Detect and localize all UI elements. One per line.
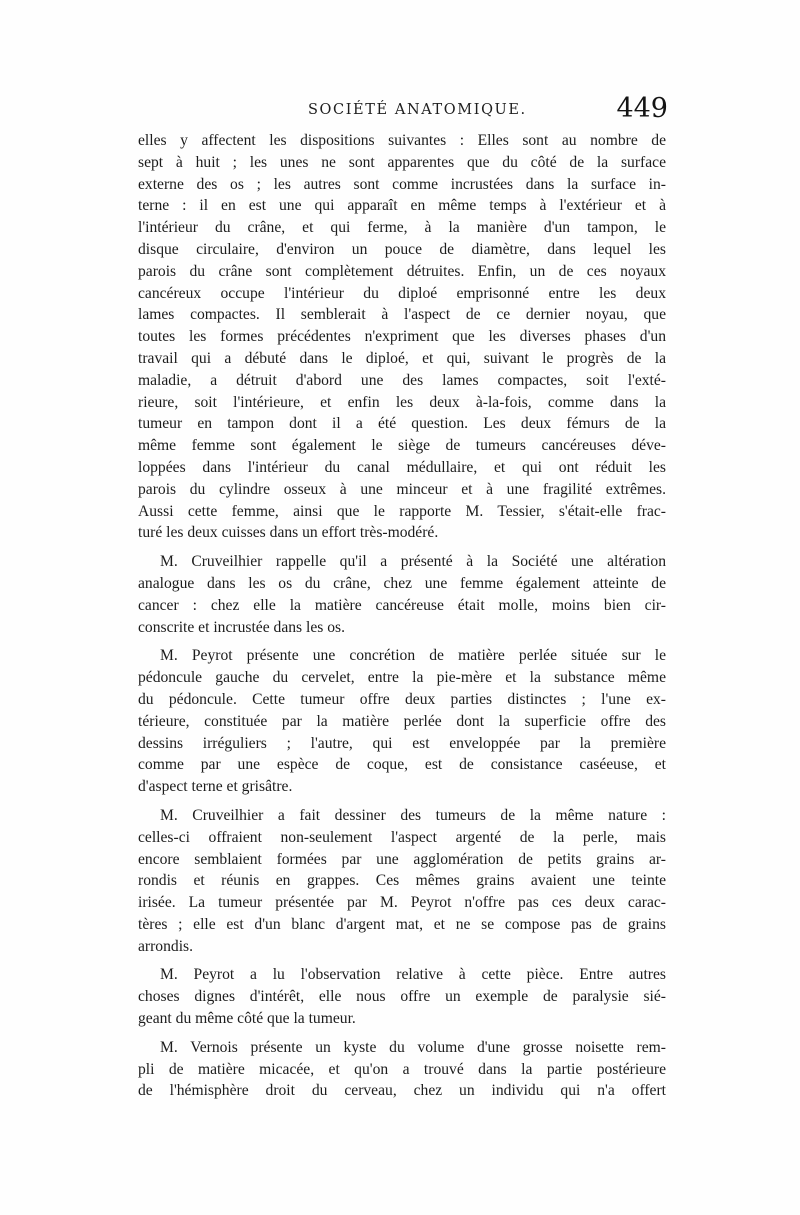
paragraph — [138, 645, 666, 798]
text-line: térieure, constituée par la matière perlée dont la superficie offre des — [138, 712, 666, 730]
text-line: elles y affectent les dispositions suivantes : Elles sont au nombre de — [138, 132, 666, 149]
text-line: encore semblaient formées par une agglomération de petits grains ar- — [138, 850, 666, 868]
text-line: turé les deux cuisses dans un effort très-modéré. — [138, 524, 439, 542]
text-line: sept à huit ; les unes ne sont apparentes que du côté de la surface — [138, 153, 666, 171]
text-line: externe des os ; les autres sont comme incrustées dans la surface in- — [138, 175, 666, 193]
text-line: M. Peyrot a lu l'observation relative à cette pièce. Entre autres — [160, 966, 666, 984]
text-line: parois du crâne sont complètement détruites. Enfin, un de ces noyaux — [138, 262, 666, 280]
text-line: tères ; elle est d'un blanc d'argent mat, et ne se compose pas de grains — [138, 915, 666, 933]
paragraph-gap — [138, 638, 666, 645]
paragraph — [138, 130, 666, 544]
text-line: d'aspect terne et grisâtre. — [138, 778, 293, 796]
text-line: rieure, soit l'intérieure, et enfin les deux à-la-fois, comme dans la — [138, 393, 666, 411]
text-line: pli de matière micacée, et qu'on a trouvé dans la partie postérieure — [138, 1060, 666, 1078]
text-line: cancer : chez elle la matière cancéreuse était molle, moins bien cir- — [138, 596, 666, 614]
paragraph-gap — [138, 798, 666, 805]
text-line: celles-ci offraient non-seulement l'aspect argenté de la perle, mais — [138, 828, 666, 846]
text-line: du pédoncule. Cette tumeur offre deux parties distinctes ; l'une ex- — [138, 690, 666, 708]
paragraph — [138, 1037, 666, 1102]
text-line: tumeur en tampon dont il a été question. Les deux fémurs de la — [138, 415, 666, 433]
text-line: loppées dans l'intérieur du canal médullaire, et qui ont réduit les — [138, 458, 666, 476]
text-line: Aussi cette femme, ainsi que le rapporte M. Tessier, s'était-elle frac- — [138, 502, 666, 520]
text-line: terne : il en est une qui apparaît en même temps à l'extérieur et à — [138, 197, 666, 215]
text-line: travail qui a débuté dans le diploé, et qui, suivant le progrès de la — [138, 349, 666, 367]
text-line: M. Peyrot présente une concrétion de matière perlée située sur le — [160, 647, 666, 665]
text-line: parois du cylindre osseux à une minceur et à une fragilité extrêmes. — [138, 480, 666, 498]
text-line: cancéreux occupe l'intérieur du diploé emprisonné entre les deux — [138, 284, 666, 302]
text-line: irisée. La tumeur présentée par M. Peyrot n'offre pas ces deux carac- — [138, 894, 666, 912]
text-line: comme par une espèce de coque, est de consistance caséeuse, et — [138, 756, 666, 774]
text-line: maladie, a détruit d'abord une des lames compactes, soit l'exté- — [138, 371, 666, 389]
text-line: M. Cruveilhier a fait dessiner des tumeurs de la même nature : — [160, 806, 666, 824]
text-line: M. Vernois présente un kyste du volume d'une grosse noisette rem- — [160, 1038, 666, 1056]
text-line: analogue dans les os du crâne, chez une femme également atteinte de — [138, 574, 666, 592]
paragraph-gap — [138, 544, 666, 551]
body-text — [138, 130, 666, 1102]
text-line: disque circulaire, d'environ un pouce de diamètre, dans lequel les — [138, 240, 666, 258]
paragraph — [138, 551, 666, 638]
text-line: toutes les formes précédentes n'expriment que les diverses phases d'un — [138, 328, 666, 346]
text-line: rondis et réunis en grappes. Ces mêmes grains avaient une teinte — [138, 872, 666, 890]
paragraph-gap — [138, 957, 666, 964]
paragraph-gap — [138, 1030, 666, 1037]
page-header — [290, 93, 680, 128]
text-line: geant du même côté que la tumeur. — [138, 1010, 356, 1028]
running-head: SOCIÉTÉ ANATOMIQUE. — [308, 102, 527, 118]
paragraph — [138, 805, 666, 958]
text-line: arrondis. — [138, 937, 193, 955]
text-line: pédoncule gauche du cervelet, entre la pie-mère et la substance même — [138, 669, 666, 687]
text-line: l'intérieur du crâne, et qui ferme, à la manière d'un tampon, le — [138, 219, 666, 237]
text-line: de l'hémisphère droit du cerveau, chez un individu qui n'a offert — [138, 1082, 666, 1100]
page-number: 449 — [616, 93, 668, 124]
text-line: conscrite et incrustée dans les os. — [138, 618, 345, 636]
text-line: choses dignes d'intérêt, elle nous offre un exemple de paralysie sié- — [138, 988, 666, 1006]
paragraph — [138, 964, 666, 1029]
text-line: lames compactes. Il semblerait à l'aspect de ce dernier noyau, que — [138, 306, 666, 324]
text-line: M. Cruveilhier rappelle qu'il a présenté à la Société une altération — [160, 553, 666, 571]
text-line: même femme sont également le siège de tumeurs cancéreuses déve- — [138, 437, 666, 455]
text-line: dessins irréguliers ; l'autre, qui est enveloppée par la première — [138, 734, 666, 752]
